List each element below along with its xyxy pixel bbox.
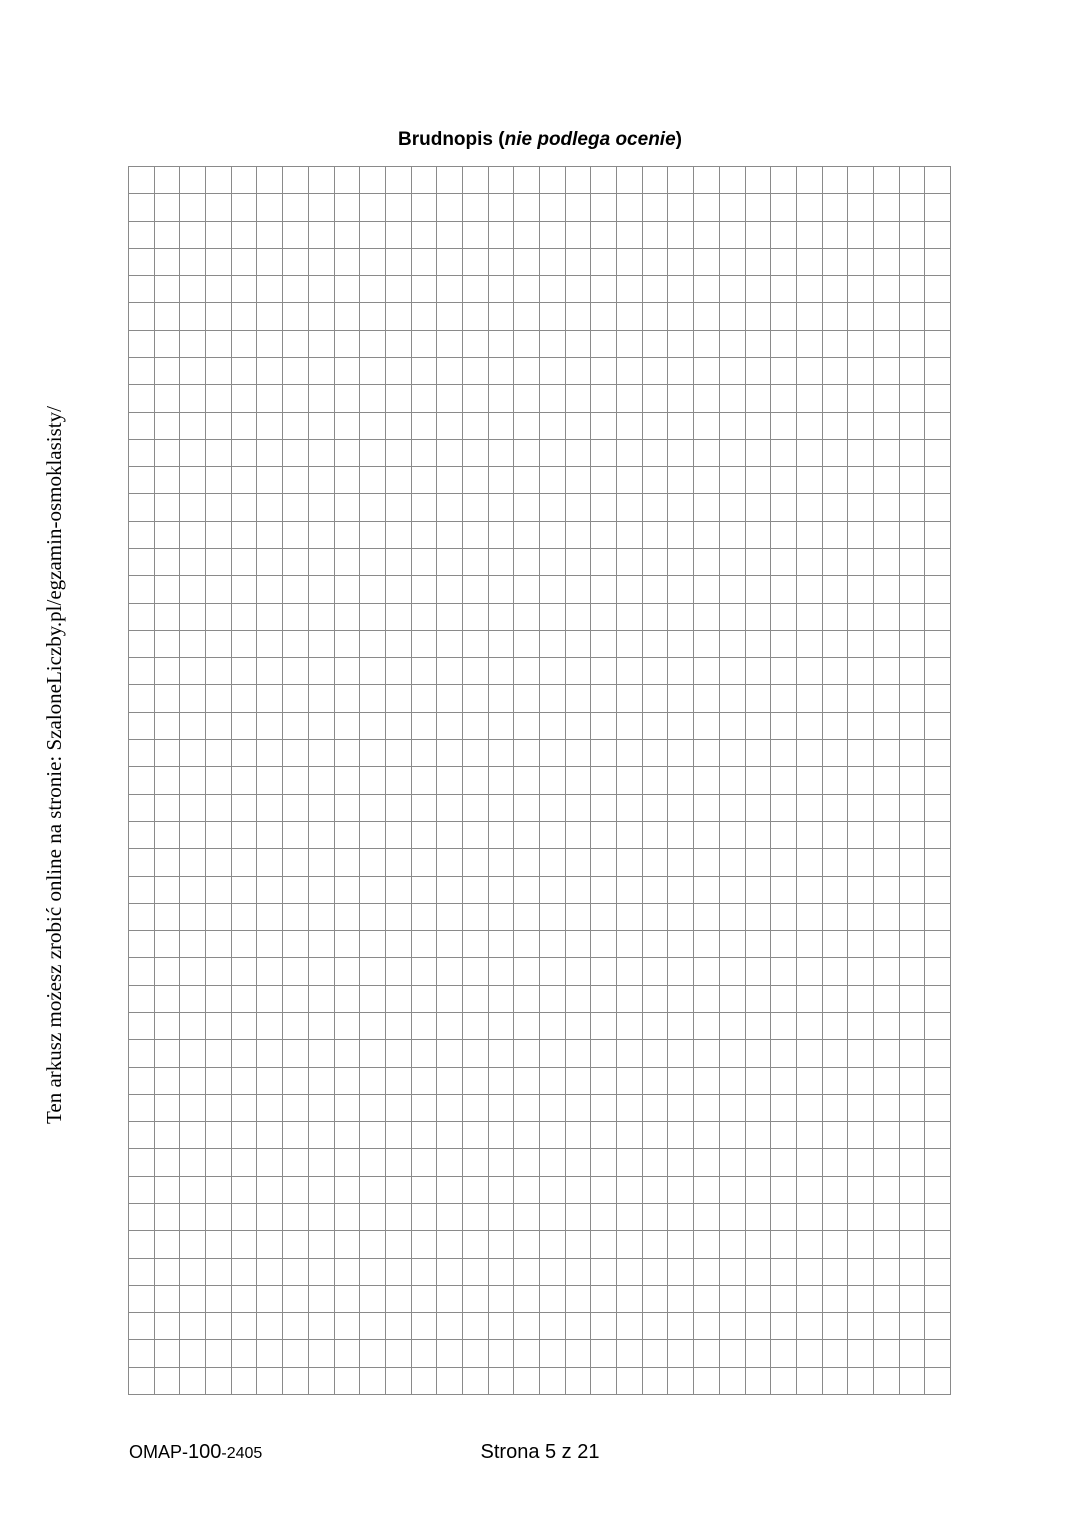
title-italic: nie podlega ocenie [504, 129, 676, 150]
exam-code-prefix: OMAP- [129, 1442, 189, 1462]
draft-grid [128, 166, 951, 1395]
title-main: Brudnopis ( [398, 129, 505, 150]
title-end: ) [675, 129, 682, 150]
exam-code-suffix: -2405 [221, 1445, 263, 1462]
exam-code-number: 100 [188, 1441, 222, 1463]
page-number: Strona 5 z 21 [480, 1441, 600, 1463]
grid-lines [128, 166, 951, 1395]
page-title [0, 126, 1080, 154]
side-watermark-text: Ten arkusz możesz zrobić online na stronie: SzaloneLiczby.pl/egzamin-osmoklasisty/ [42, 406, 66, 1124]
